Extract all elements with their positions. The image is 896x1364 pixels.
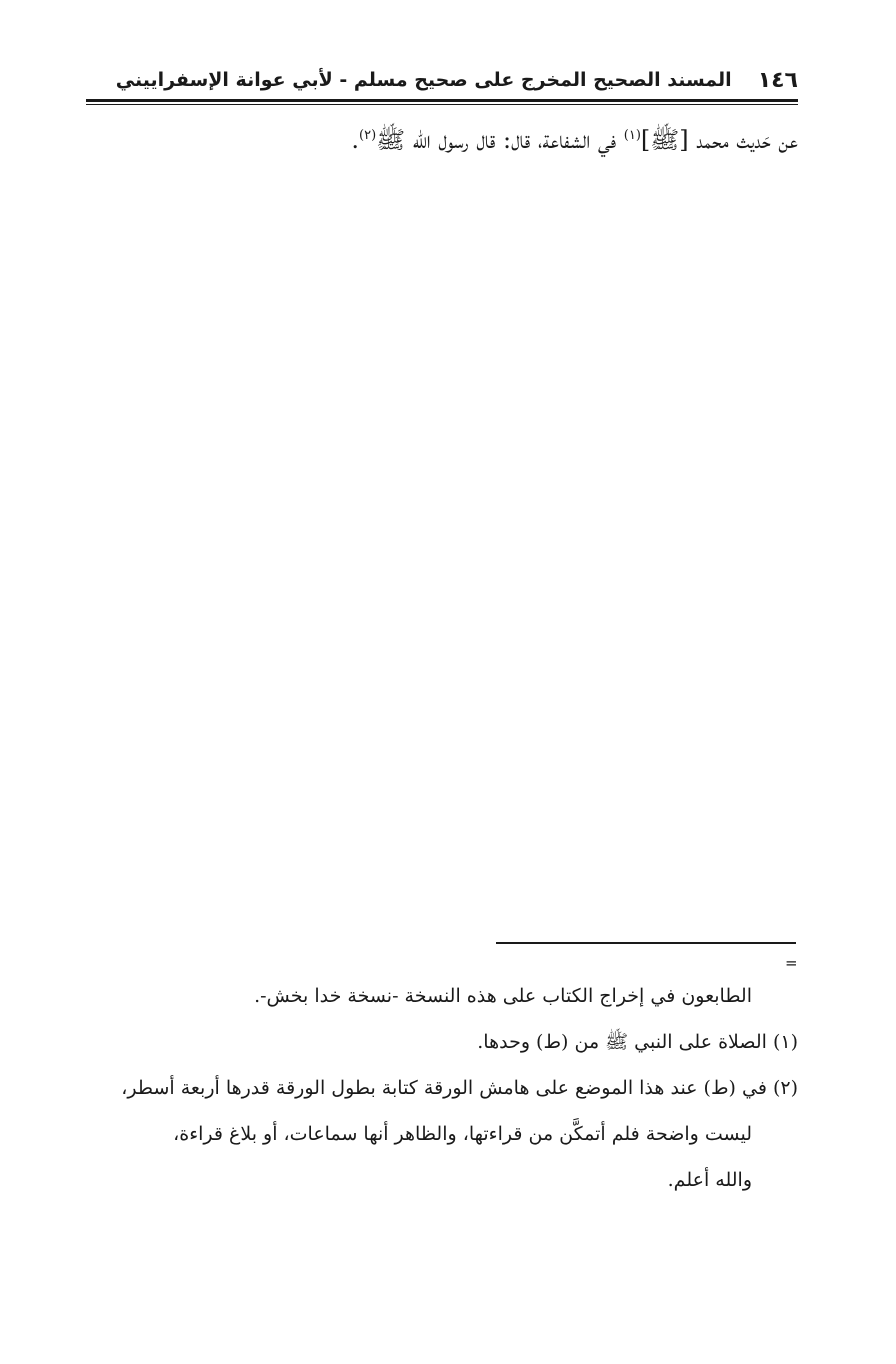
footnote-2-line-2: ليست واضحة فلم أتمكَّن من قراءتها، والظاهر أنها سماعات، أو بلاغ قراءة، [173, 1123, 752, 1145]
footnote-2-line-3: والله أعلم. [667, 1169, 752, 1191]
body-text-part-2: في الشفاعة، قال: قال رسول الله ﷺ [376, 126, 624, 154]
header-rule-thick [86, 99, 798, 102]
body-text-end: . [351, 126, 359, 154]
header-rule-thin [86, 104, 798, 105]
body-text-part-1: عن حَديث محمد [ﷺ] [640, 126, 798, 154]
footnote-continuation-mark: = [785, 954, 798, 972]
footnote-ref-2: (٢) [359, 128, 377, 143]
running-head-title: المسند الصحيح المخرج على صحيح مسلم - لأبي عوانة الإسفراييني [115, 69, 732, 91]
footnote-continuation: الطابعون في إخراج الكتاب على هذه النسخة -نسخة خدا بخش-. [254, 985, 752, 1007]
footnotes [86, 976, 798, 1200]
body-text [86, 118, 798, 162]
footnote-ref-1: (١) [623, 128, 641, 143]
footnote-2-line-1: (٢) في (ط) عند هذا الموضع على هامش الورقة كتابة بطول الورقة قدرها أربعة أسطر، [121, 1077, 798, 1099]
footnote-1: (١) الصلاة على النبي ﷺ من (ط) وحدها. [477, 1031, 798, 1053]
page-number: ١٤٦ [757, 67, 798, 93]
footnote-separator [496, 942, 796, 944]
page-header [86, 60, 798, 100]
